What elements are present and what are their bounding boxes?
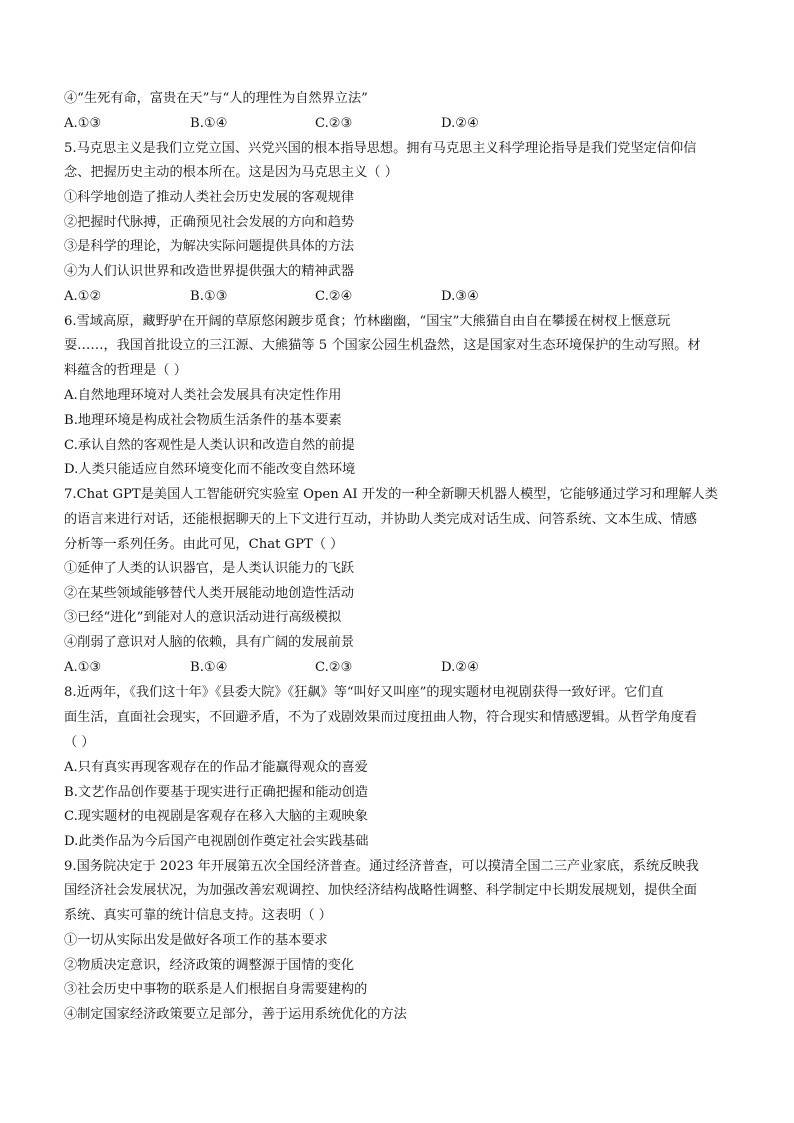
q9-item-1: ①一切从实际出发是做好各项工作的基本要求: [64, 933, 328, 948]
q6-stem-line-2: 耍……，我国首批设立的三江源、大熊猫等 5 个国家公园生机盎然，这是国家对生态环境保护的生动写照。材: [64, 338, 701, 353]
q7-item-2: ②在某些领域能够替代人类开展能动地创造性活动: [64, 586, 355, 601]
q7-option-b: B.①④: [190, 660, 228, 675]
q5-option-c: C.②④: [315, 289, 353, 304]
q6-choice-d: D.人类只能适应自然环境变化而不能改变自然环境: [64, 462, 356, 477]
q7-item-4: ④削弱了意识对人脑的依赖，具有广阔的发展前景: [64, 635, 355, 650]
q8-choice-c: C.现实题材的电视剧是客观存在移入大脑的主观映象: [64, 809, 368, 824]
q8-stem-line-3: （ ）: [64, 735, 95, 750]
q7-item-1: ①延伸了人类的认识器官，是人类认识能力的飞跃: [64, 561, 355, 576]
q6-stem-line-1: 6.雪域高原，藏野驴在开阔的草原悠闲踱步觅食；竹林幽幽，“国宝”大熊猫自由自在攀援在树杈上惬意玩: [64, 314, 671, 329]
q9-stem-line-2: 国经济社会发展状况，为加强改善宏观调控、加快经济结构战略性调整、科学制定中长期发展规划，提供全面: [64, 883, 697, 898]
q8-choice-d: D.此类作品为今后国产电视剧创作奠定社会实践基础: [64, 834, 369, 849]
q5-stem-line-1: 5.马克思主义是我们立党立国、兴党兴国的根本指导思想。拥有马克思主义科学理论指导是我们党坚定信仰信: [64, 141, 697, 156]
q5-stem-line-2: 念、把握历史主动的根本所在。这是因为马克思主义（ ）: [64, 165, 398, 180]
q7-stem-line-3: 分析等一系列任务。由此可见，Chat GPT（ ）: [64, 537, 344, 552]
q9-stem-line-3: 系统、真实可靠的统计信息支持。这表明（ ）: [64, 908, 332, 923]
q7-option-d: D.②④: [441, 660, 479, 675]
q5-option-b: B.①③: [190, 289, 228, 304]
q5-item-4: ④为人们认识世界和改造世界提供强大的精神武器: [64, 264, 355, 279]
q9-item-4: ④制定国家经济政策要立足部分，善于运用系统优化的方法: [64, 1007, 407, 1022]
q8-stem-line-1: 8.近两年，《我们这十年》《县委大院》《狂飙》等“叫好又叫座”的现实题材电视剧获得一致好评。它们直: [64, 685, 664, 700]
q7-option-c: C.②③: [315, 660, 353, 675]
q6-choice-c: C.承认自然的客观性是人类认识和改造自然的前提: [64, 438, 355, 453]
q5-option-a: A.①②: [64, 289, 102, 304]
q4-option-a: A.①③: [64, 116, 102, 131]
q6-stem-line-3: 料蕴含的哲理是（ ）: [64, 363, 187, 378]
q5-item-3: ③是科学的理论，为解决实际问题提供具体的方法: [64, 239, 355, 254]
q7-stem-line-2: 的语言来进行对话，还能根据聊天的上下文进行互动，并协助人类完成对话生成、问答系统、文本生成、情感: [64, 512, 697, 527]
q9-item-3: ③社会历史中事物的联系是人们根据自身需要建构的: [64, 982, 368, 997]
q4-item-4: ④“生死有命，富贵在天”与“人的理性为自然界立法”: [64, 91, 368, 106]
q4-option-c: C.②③: [315, 116, 353, 131]
q6-choice-b: B.地理环境是构成社会物质生活条件的基本要素: [64, 413, 342, 428]
q7-stem-line-1: 7.Chat GPT是美国人工智能研究实验室 Open AI 开发的一种全新聊天机器人模型，它能够通过学习和理解人类: [64, 487, 718, 502]
q4-option-d: D.②④: [441, 116, 479, 131]
q5-option-d: D.③④: [441, 289, 479, 304]
q5-item-1: ①科学地创造了推动人类社会历史发展的客观规律: [64, 190, 355, 205]
q9-stem-line-1: 9.国务院决定于 2023 年开展第五次全国经济普查。通过经济普查，可以摸清全国二三产业家底，系统反映我: [64, 859, 699, 874]
q8-choice-b: B.文艺作品创作要基于现实进行正确把握和能动创造: [64, 785, 369, 800]
q7-item-3: ③已经“进化”到能对人的意识活动进行高级模拟: [64, 610, 342, 625]
q9-item-2: ②物质决定意识，经济政策的调整源于国情的变化: [64, 958, 355, 973]
q8-stem-line-2: 面生活，直面社会现实，不回避矛盾，不为了戏剧效果而过度扭曲人物，符合现实和情感逻辑。从哲学角度看: [64, 710, 697, 725]
q5-item-2: ②把握时代脉搏，正确预见社会发展的方向和趋势: [64, 215, 355, 230]
q4-option-b: B.①④: [190, 116, 228, 131]
q6-choice-a: A.自然地理环境对人类社会发展具有决定性作用: [64, 388, 342, 403]
q8-choice-a: A.只有真实再现客观存在的作品才能赢得观众的喜爱: [64, 760, 368, 775]
q7-option-a: A.①③: [64, 660, 102, 675]
